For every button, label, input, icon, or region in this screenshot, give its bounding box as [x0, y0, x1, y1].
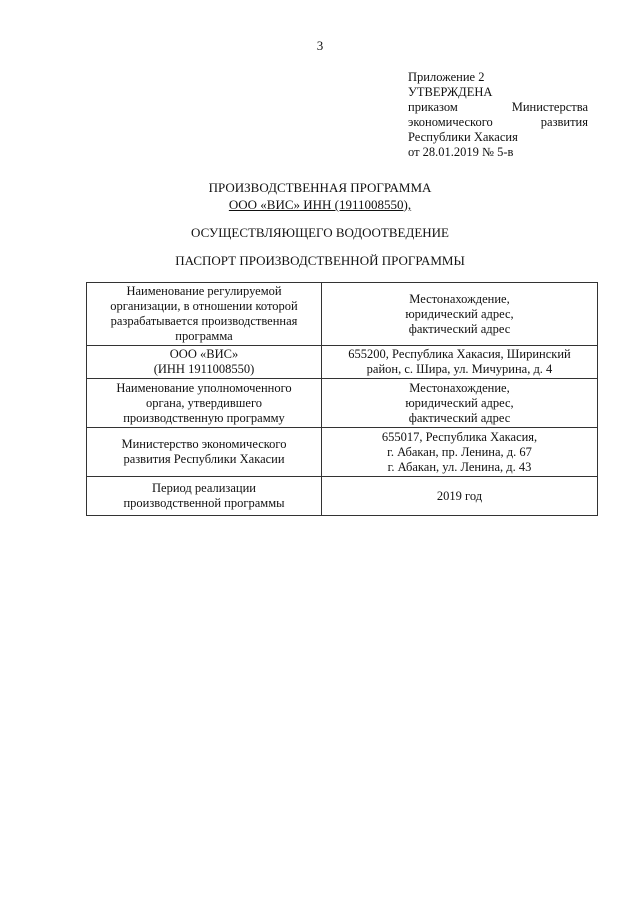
passport-title: ПАСПОРТ ПРОИЗВОДСТВЕННОЙ ПРОГРАММЫ	[175, 253, 465, 268]
cell-text-line: 655200, Республика Хакасия, Ширинский	[348, 347, 571, 361]
table-row	[87, 346, 598, 379]
cell-text-line: Наименование уполномоченного	[116, 380, 292, 395]
activity-title: ОСУЩЕСТВЛЯЮЩЕГО ВОДООТВЕДЕНИЕ	[191, 225, 449, 240]
table-row	[87, 379, 598, 428]
table-cell-value	[322, 428, 598, 477]
cell-text-line: (ИНН 1911008550)	[153, 362, 255, 376]
table-cell-value	[322, 283, 598, 346]
approval-word: Министерства	[511, 100, 588, 114]
cell-text-line: фактический адрес	[408, 410, 511, 425]
table-cell-label	[87, 379, 322, 428]
passport-table	[86, 282, 598, 516]
cell-text-line: программа	[175, 329, 233, 343]
cell-text-line: ООО «ВИС»	[169, 347, 239, 361]
approval-line-4	[408, 115, 588, 130]
table-cell-label	[87, 477, 322, 516]
cell-text-line: г. Абакан, ул. Ленина, д. 43	[387, 459, 532, 474]
cell-text-line: 655017, Республика Хакасия,	[381, 429, 538, 444]
cell-text-line: организации, в отношении которой	[110, 299, 298, 313]
cell-text-line: район, с. Шира, ул. Мичурина, д. 4	[366, 362, 553, 376]
cell-text-line: производственной программы	[123, 496, 285, 510]
approval-word: экономического	[408, 115, 493, 129]
table-cell-label	[87, 428, 322, 477]
approval-block	[408, 70, 588, 160]
cell-text-line: разрабатывается производственная	[110, 314, 298, 328]
approval-word: приказом	[408, 100, 458, 114]
cell-text-line: юридический адрес,	[405, 395, 514, 410]
program-title	[0, 179, 640, 213]
table-cell-value	[322, 346, 598, 379]
cell-text-line: развития Республики Хакасии	[123, 452, 285, 466]
approval-line-3	[408, 100, 588, 115]
cell-text-line: органа, утвердившего	[145, 395, 263, 410]
table-cell-value	[322, 477, 598, 516]
table-cell-value	[322, 379, 598, 428]
table-row	[87, 283, 598, 346]
organization-title-line: ООО «ВИС» ИНН (1911008550),	[228, 197, 412, 212]
cell-text-line: Местонахождение,	[409, 380, 510, 395]
program-title-line: ПРОИЗВОДСТВЕННАЯ ПРОГРАММА	[208, 180, 432, 195]
cell-text-line: г. Абакан, пр. Ленина, д. 67	[387, 444, 532, 459]
page-number: 3	[316, 38, 324, 53]
table-cell-label	[87, 283, 322, 346]
table-row	[87, 477, 598, 516]
table-cell-label	[87, 346, 322, 379]
cell-text-line: Министерство экономического	[121, 437, 287, 451]
cell-text-line: производственную программу	[123, 410, 285, 425]
table-row	[87, 428, 598, 477]
approval-word: развития	[540, 115, 588, 129]
cell-text-line: юридический адрес,	[405, 306, 514, 321]
approved-label: УТВЕРЖДЕНА	[408, 85, 493, 99]
approval-date: от 28.01.2019 № 5-в	[408, 145, 514, 159]
cell-text-line: фактический адрес	[408, 321, 511, 336]
cell-text-line: Период реализации	[152, 481, 256, 495]
appendix-label: Приложение 2	[408, 70, 485, 84]
cell-text-line: Местонахождение,	[409, 291, 510, 306]
approval-region: Республики Хакасия	[408, 130, 518, 144]
cell-text-line: Наименование регулируемой	[126, 284, 282, 298]
cell-text-line: 2019 год	[436, 488, 483, 503]
